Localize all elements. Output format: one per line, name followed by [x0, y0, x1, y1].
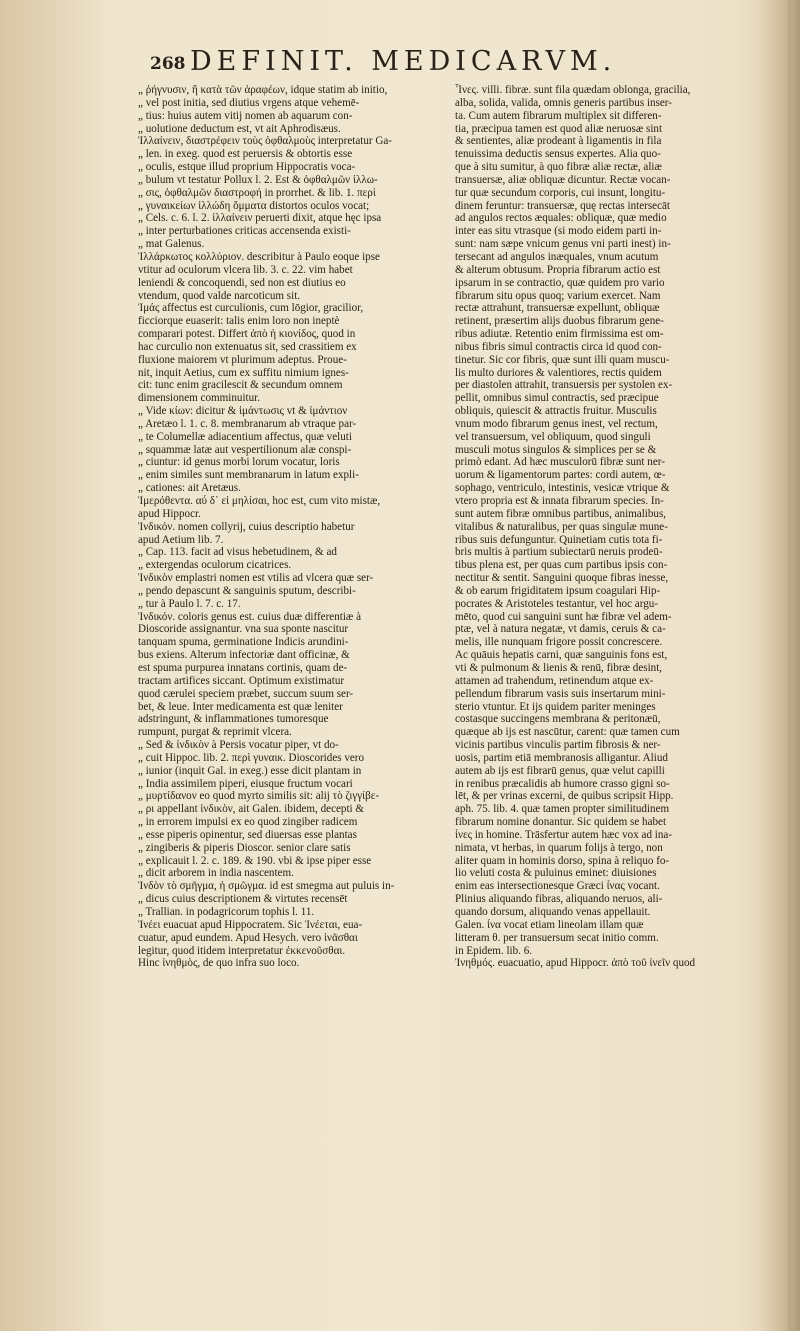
text-line: autem ab ijs est fibrarū genus, quæ velut capilli	[455, 764, 665, 777]
text-line: mēto, quod cui sanguini sunt hæ fibræ vel adem-	[455, 610, 672, 623]
text-line: „ dicit arborem in india nascentem.	[138, 867, 294, 880]
text-line: adstringunt, & inflammationes tumoresque	[138, 713, 329, 726]
text-line: nectitur & sentit. Sanguini quoque fibras inesse,	[455, 572, 669, 585]
text-line: in renibus præcalidis ab humore crasso gigni so-	[455, 777, 670, 790]
text-line: & ob earum frigiditatem ipsum coagulari Hip-	[455, 584, 661, 597]
text-line: Galen. ἶνα vocat etiam lineolam illam quæ	[455, 918, 644, 931]
text-line: „ zingiberis & piperis Dioscor. senior clare satis	[138, 841, 351, 854]
text-line: vtero propria est & innata fibrarum species. In-	[455, 495, 664, 507]
text-line: Ἰλλάρκωτος κολλύριον. describitur à Paulo eoque ipse	[138, 250, 380, 263]
page-number: 268	[150, 54, 186, 74]
page-edge-line	[795, 0, 796, 1331]
text-line: uosis, partim etiā membranosis alligantur. Aliud	[455, 751, 668, 764]
text-line: „ tur à Paulo l. 7. c. 17.	[138, 597, 241, 610]
text-line: Ἰνδικὸν emplastri nomen est vtilis ad vlcera quæ ser-	[138, 572, 374, 585]
text-line: tractam artifices siccant. Optimum existimatur	[138, 674, 345, 687]
text-line: rumpunt, purgat & reprimit vlcera.	[138, 726, 292, 739]
text-line: rectæ attrahunt, transuersæ expellunt, obliquæ	[455, 302, 660, 315]
text-line: vnum modo fibrarum genus inest, vel rectum,	[455, 417, 658, 430]
text-line: vti & pulmonum & lienis & renū, fibræ desint,	[455, 661, 663, 674]
text-line: ἶνες in homine. Trāsfertur autem hæc vox ad ina-	[455, 828, 673, 841]
text-line: bus exiens. Alterum infectoriæ dant officinæ, &	[138, 649, 350, 662]
text-line: „ extergendas oculorum cicatrices.	[138, 559, 292, 572]
text-line: transuersæ, aliæ obliquæ dicuntur. Rectæ vocan-	[455, 173, 671, 186]
page-edge-line	[789, 0, 790, 1331]
text-line: „ len. in exeg. quod est peruersis & obtortis esse	[138, 148, 353, 161]
text-line: „ pendo depascunt & sanguinis sputum, describi-	[138, 584, 356, 597]
text-line: „ iunior (inquit Gal. in exeg.) esse dicit plantam in	[138, 764, 362, 777]
text-line: vitalibus & naturalibus, per quas singulæ mune-	[455, 520, 668, 533]
text-line: „ tius: huius autem vitij nomen ab aquarum con-	[138, 109, 353, 122]
text-line: vtitur ad oculorum vlcera lib. 3. c. 22. vim habet	[138, 263, 353, 276]
text-line: „ Vide κίων: dicitur & ἱμάντωσις vt & ἱμάντιον	[138, 405, 348, 418]
text-line: quando dorsum, aliquando venas appellauit.	[455, 906, 651, 918]
text-line: & sentientes, aliæ prodeant à ligamentis in fila	[455, 135, 662, 148]
text-line: „ vel post initia, sed diutius vrgens atque vehemē-	[138, 96, 360, 109]
text-line: per diastolen attrahit, transuersis per systolen ex-	[455, 379, 673, 392]
text-line: „ cationes: ait Aretæus.	[138, 482, 241, 495]
text-line: aliter quam in hominis dorso, spina à reliquo fo-	[455, 854, 670, 867]
text-line: hac curculio non extenuatus sit, sed crassitiem ex	[138, 340, 357, 353]
text-line: melis, ille nunquam frigore possit concrescere.	[455, 636, 663, 649]
text-line: „ Cels. c. 6. l. 2. ἰλλαίνειν peruerti dixit, atque hęc ipsa	[138, 212, 382, 225]
text-line: „ ciuntur: id genus morbi lorum vocatur, loris	[138, 456, 340, 469]
text-line: inter eas situ vtrasque (si modo eidem parti in-	[455, 225, 662, 238]
text-line: „ squammæ latæ aut vespertilionum alæ conspi-	[138, 443, 352, 456]
text-line: ficciorque euaserit: talis enim loro non ineptè	[138, 315, 340, 328]
text-line: „ India assimilem piperi, eiusque fructum vocari	[138, 777, 353, 790]
text-line: „ te Columellæ adiacentium affectus, quæ veluti	[138, 430, 352, 443]
text-line: Ἰνδὸν τὸ σμῆγμα, ἡ σμῶγμα. id est smegma aut puluis in-	[138, 880, 395, 893]
text-line: sterio vtuntur. Et ijs quidem pariter meninges	[455, 700, 656, 713]
text-line: Ἰμάς affectus est curculionis, cum lōgior, gracilior,	[138, 302, 364, 315]
text-line: Ac quāuis hepatis carni, quæ sanguinis fons est,	[455, 649, 668, 662]
text-line: sunt autem fibræ omnibus partibus, animalibus,	[455, 507, 667, 520]
text-line: Ἰνέει euacuat apud Hippocratem. Sic Ἰνέεται, eua-	[138, 918, 363, 931]
text-line: enim eas intersectionesque Græci ἶνας vocant.	[455, 880, 660, 893]
text-line: cuatur, apud eundem. Apud Hesych. vero ἰνᾶσθαι	[138, 931, 358, 944]
text-line: Ἰλλαίνειν, διαστρέφειν τοὺς ὀφθαλμοὺς interpretatur Ga-	[138, 135, 392, 148]
text-line: ipsarum in se contractio, quæ quidem pro vario	[455, 276, 665, 289]
text-line: litteram θ. per transuersum secat initio comm.	[455, 931, 659, 944]
text-line: tenuissima deductis sensus expertes. Alia quo-	[455, 148, 661, 161]
text-line: tia, præcipua tamen est quod aliæ neruosæ sint	[455, 122, 663, 135]
right-column	[455, 84, 773, 970]
text-line: ptæ, vel à natura negatæ, vt damis, ceruis & ca-	[455, 623, 666, 636]
text-line: que à situ sumitur, à quo fibræ aliæ rectæ, aliæ	[455, 161, 662, 174]
text-line: legitur, quod itidem interpretatur ἐκκενοῦσθαι.	[138, 944, 346, 957]
text-line: uorum & ligamentorum partes: cordi autem, œ-	[455, 469, 666, 482]
text-line: „ Trallian. in podagricorum tophis l. 11.	[138, 906, 315, 918]
left-margin-shade	[0, 0, 110, 1331]
text-line: ribus adiutæ. Retentio enim firmissima est om-	[455, 328, 664, 341]
text-line: „ ῥήγνυσιν, ἢ κατὰ τῶν ἀραφέων, idque statim ab initio,	[138, 84, 388, 96]
text-line: „ esse piperis opinentur, sed diuersas esse plantas	[138, 828, 357, 841]
text-line: sophago, ventriculo, intestinis, vesicæ vtrique &	[455, 482, 670, 495]
text-line: Plinius aliquando fibras, aliquando neruos, ali-	[455, 893, 663, 906]
left-column	[138, 84, 453, 970]
text-line: vicinis partibus vinculis partim fibrosis & ner-	[455, 739, 661, 752]
text-line: primò edant. Ad hæc musculorū fibræ sunt ner-	[455, 456, 665, 469]
text-line: quæque ab ijs est nascūtur, carent: quæ tamen cum	[455, 726, 680, 739]
text-line: vel transuersum, vel obliquum, quod singuli	[455, 430, 651, 443]
text-line: apud Aetium lib. 7.	[138, 533, 224, 546]
text-line: lio veluti costa & puluinus eminet: diuisiones	[455, 867, 657, 880]
text-line: quod cærulei speciem præbet, succum suum ser-	[138, 687, 354, 700]
text-line: alba, solida, valida, omnis generis partibus inser-	[455, 96, 672, 109]
text-line: Ἰνδικόν. nomen collyrij, cuius descriptio habetur	[138, 520, 355, 533]
page-header	[150, 46, 760, 80]
text-line: „ oculis, estque illud proprium Hippocratis voca-	[138, 161, 356, 174]
text-line: „ dicus cuius descriptionem & virtutes recensēt	[138, 893, 348, 906]
text-line: tur quæ secundum corporis, cui insunt, longitu-	[455, 186, 666, 199]
text-line: tersecant ad angulos inæquales, vnum acutum	[455, 250, 659, 263]
text-line: ta. Cum autem fibrarum multiplex sit differen-	[455, 109, 662, 122]
text-line: in Epidem. lib. 6.	[455, 944, 533, 957]
text-line: fibrarum situ opus quoq; varium exercet. Nam	[455, 289, 661, 302]
text-line: leniendi & concoquendi, sed non est diutius eo	[138, 276, 346, 289]
text-line: ribus suis defunguntur. Quinetiam cutis tota fi-	[455, 533, 663, 546]
text-line: vtendum, quod valde narcoticum sit.	[138, 289, 301, 302]
text-line: retinent, præsertim alijs duobus fibrarum gene-	[455, 315, 664, 328]
text-line: „ Sed & ἰνδικὸν à Persis vocatur piper, vt do-	[138, 739, 339, 752]
text-line: lis multo duriores & valentiores, rectis quidem	[455, 366, 662, 379]
text-line: lēt, & per vrinas excerni, de quibus scripsit Hipp.	[455, 790, 674, 803]
text-line: tanquam spuma, germinatione Indicis arundini-	[138, 636, 349, 649]
text-line: „ enim similes sunt membranarum in latum expli-	[138, 469, 359, 482]
running-title: DEFINIT. MEDICARVM.	[190, 46, 617, 77]
text-line: costasque succingens membrana & peritonæū,	[455, 713, 661, 726]
text-line: Hinc ἰνηθμὸς, de quo infra suo loco.	[138, 957, 300, 970]
text-line: tibus plena est, per quas cum partibus ipsis con-	[455, 559, 668, 572]
text-line: Ἶνες. villi. fibræ. sunt fila quædam oblonga, gracilia,	[455, 84, 691, 96]
text-line: cit: tunc enim gracilescit & secundum omnem	[138, 379, 343, 392]
text-line: fibrarum nomine donantur. Sic quidem se habet	[455, 816, 667, 829]
text-line: obliquis, quiescit & attractis fruitur. Musculis	[455, 405, 657, 418]
text-line: nit, inquit Aetius, cum ex suffitu nimium ignes-	[138, 366, 349, 379]
text-line: Dioscoride assignantur. vna sua sponte nascitur	[138, 623, 349, 636]
text-line: apud Hippocr.	[138, 507, 201, 520]
text-line: „ ρι appellant ἰνδικὸν, ait Galen. ibidem, decepti &	[138, 803, 365, 816]
text-line: pellendum fibrarum vasis suis insertarum mini-	[455, 687, 666, 700]
text-line: attamen ad trahendum, retinendum atque ex-	[455, 674, 654, 687]
text-line: tinetur. Sic cor fibris, quæ sunt illi quam muscu-	[455, 353, 670, 366]
text-line: „ γυναικείων ἰλλώδη ὄμματα distortos oculos vocat;	[138, 199, 370, 212]
text-line: pocrates & Aristoteles testantur, vel hoc argu-	[455, 597, 658, 610]
text-line: Ἰνδικόν. coloris genus est. cuius duæ differentiæ à	[138, 610, 362, 623]
text-line: est spuma purpurea innatans cortinis, quam de-	[138, 661, 348, 674]
text-line: bet, & leue. Inter medicamenta est quæ leniter	[138, 700, 343, 713]
text-line: dimensionem comminuitur.	[138, 392, 261, 405]
text-line: „ in errorem impulsi ex eo quod zingiber radicem	[138, 816, 358, 829]
text-line: „ uolutione deductum est, vt ait Aphrodisæus.	[138, 122, 341, 135]
text-line: musculi motus singulos & simplices per se &	[455, 443, 657, 456]
text-line: „ bulum vt testatur Pollux l. 2. Est & ὀφθαλμῶν ἰλλω-	[138, 173, 378, 186]
text-line: & alterum obtusum. Propria fibrarum actio est	[455, 263, 661, 276]
text-line: „ Cap. 113. facit ad visus hebetudinem, & ad	[138, 546, 337, 559]
text-line: „ mat Galenus.	[138, 238, 205, 251]
text-line: Ἰνηθμός. euacuatio, apud Hippocr. ἀπὸ τοῦ ἰνεῖν quod	[455, 957, 696, 970]
text-line: „ σις, ὀφθαλμῶν διαστροφή in prorrhet. & lib. 1. περὶ	[138, 186, 376, 199]
text-line: nimata, vt herbas, in quarum folijs à tergo, non	[455, 841, 663, 854]
text-line: „ cuit Hippoc. lib. 2. περὶ γυναικ. Dioscorides vero	[138, 751, 365, 764]
text-line: „ inter perturbationes criticas accensenda existi-	[138, 225, 351, 238]
text-line: „ μυρτίδανον eo quod myrto similis sit: alij τὸ ζιγγίβε-	[138, 790, 380, 803]
text-line: sunt: nam sæpe vnicum genus vni parti inest) in-	[455, 238, 671, 251]
text-line: ad angulos rectos æquales: obliquæ, quæ medio	[455, 212, 667, 225]
text-line: dinem feruntur: transuersæ, quę rectas intersecāt	[455, 199, 671, 212]
text-line: nibus fibris simul contractis circa id quod con-	[455, 340, 662, 353]
text-line: aph. 75. lib. 4. quæ tamen propter similitudinem	[455, 803, 670, 816]
text-line: Ἱμερόθεντα. αὖ δ᾽ εἰ μηλίσαι, hoc est, cum vito mistæ,	[138, 495, 381, 507]
text-line: „ Aretæo l. 1. c. 8. membranarum ab vtraque par-	[138, 417, 357, 430]
text-line: „ explicauit l. 2. c. 189. & 190. vbi & ipse piper esse	[138, 854, 372, 867]
text-line: fluxione maiorem vt plurimum adeptus. Proue-	[138, 353, 347, 366]
text-line: comparari potest. Differt ἀπὸ ἡ κιονίδος, quod in	[138, 328, 356, 341]
text-line: bris multis à partium subiectarū neruis prodeū-	[455, 546, 663, 559]
text-line: pellit, omnibus simul contractis, sed præcipue	[455, 392, 659, 405]
